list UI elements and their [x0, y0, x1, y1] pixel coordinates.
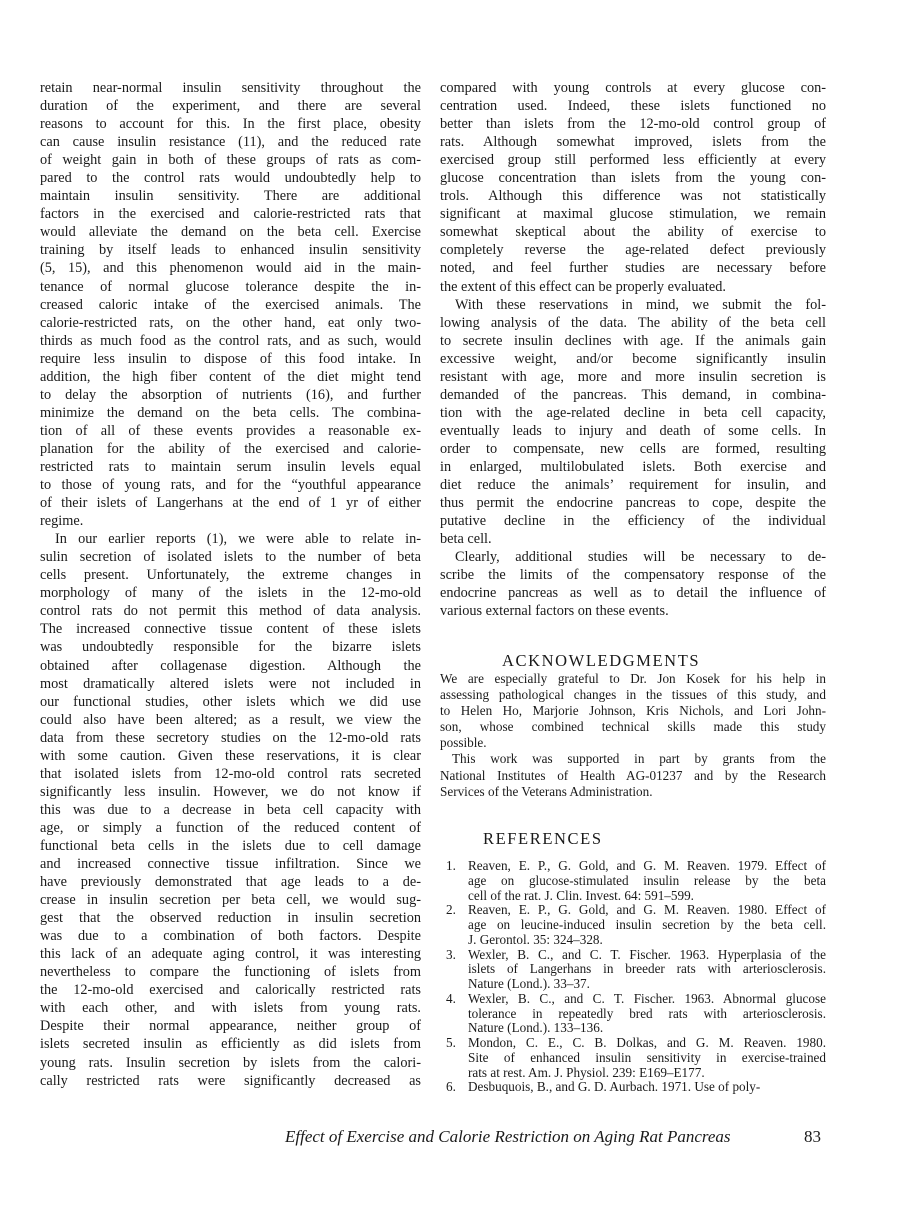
- text-line: that isolated islets from 12-mo-old control rats secreted: [40, 765, 421, 782]
- text-line: With these reservations in mind, we submit the fol-: [455, 296, 826, 313]
- text-line: significantly less insulin. However, we do not know if: [40, 783, 421, 800]
- text-line: lowing analysis of the data. The ability of the beta cell: [440, 314, 826, 331]
- text-line: was due to a combination of both factors. Despite: [40, 928, 421, 945]
- text-line: diet reduce the animals’ requirement for insulin, and: [440, 477, 826, 494]
- text-line: sulin secretion of isolated islets to the number of beta: [40, 549, 421, 566]
- text-line: our functional studies, other islets which we did use: [40, 693, 421, 710]
- text-line: glucose concentration than islets from the young con-: [440, 170, 826, 187]
- text-line: exercised group still performed less efficiently at every: [440, 152, 826, 169]
- text-line: young rats. Insulin secretion by islets from the calori-: [40, 1054, 421, 1071]
- text-line: various external factors on these events.: [440, 603, 669, 620]
- text-line: morphology of many of the islets in the 12-mo-old: [40, 585, 421, 602]
- text-line: better than islets from the 12-mo-old control group of: [440, 116, 826, 133]
- reference-number: 6.: [446, 1079, 456, 1095]
- paragraph: [440, 548, 826, 620]
- text-line: this was due to a decrease in beta cell capacity with: [40, 801, 421, 818]
- left-text-column: [40, 79, 421, 1090]
- text-line: somewhat skeptical about the ability of exercise to: [440, 224, 826, 241]
- acknowledgments-body: [440, 671, 826, 800]
- text-line: most dramatically altered islets were not included in: [40, 675, 421, 692]
- text-line: nevertheless to compare the functioning of islets from: [40, 964, 421, 981]
- text-line: restricted rats to maintain serum insulin levels equal: [40, 458, 421, 475]
- text-line: order to compensate, new cells are formed, resulting: [440, 440, 826, 457]
- text-line: control rats do not permit this method of data analysis.: [40, 603, 421, 620]
- text-line: putative decline in the efficiency of the individual: [440, 513, 826, 530]
- text-line: and increased connective tissue infiltration. Since we: [40, 856, 421, 873]
- text-line: thirds as much food as the control rats, and as such, would: [40, 332, 421, 349]
- text-line: Clearly, additional studies will be necessary to de-: [455, 549, 826, 566]
- reference-line: age on glucose-stimulated insulin release by the beta: [468, 872, 826, 888]
- text-line: training by itself leads to enhanced insulin sensitivity: [40, 242, 421, 259]
- text-line: completely reverse the age-related defect previously: [440, 242, 826, 259]
- text-line: tenance of normal glucose tolerance despite the in-: [40, 278, 421, 295]
- reference-line: islets of Langerhans in breeder rats with arteriosclerosis.: [468, 961, 826, 977]
- text-line: have previously demonstrated that age leads to a de-: [40, 874, 421, 891]
- text-line: require less insulin to dispose of this food intake. In: [40, 350, 421, 367]
- reference-item: [446, 948, 826, 992]
- reference-line: Site of enhanced insulin sensitivity in exercise-trained: [468, 1049, 826, 1065]
- text-line: could also have been altered; as a result, we view the: [40, 711, 421, 728]
- text-line: excessive weight, and/or become significantly insulin: [440, 350, 826, 367]
- text-line: creased caloric intake of the exercised animals. The: [40, 296, 421, 313]
- reference-line: rats at rest. Am. J. Physiol. 239: E169–E177.: [468, 1064, 705, 1080]
- paragraph: [440, 751, 826, 799]
- text-line: tion of all of these events provides a reasonable ex-: [40, 422, 421, 439]
- text-line: significant at maximal glucose stimulation, we remain: [440, 206, 826, 223]
- paragraph: [440, 296, 826, 549]
- text-line: addition, the high fiber content of the diet might tend: [40, 368, 421, 385]
- reference-line: J. Gerontol. 35: 324–328.: [468, 931, 603, 947]
- text-line: data from these secretory studies on the 12-mo-old rats: [40, 729, 421, 746]
- text-line: We are especially grateful to Dr. Jon Kosek for his help in: [440, 671, 826, 686]
- text-line: minimize the demand on the beta cells. The combina-: [40, 404, 421, 421]
- paragraph: [440, 79, 826, 296]
- text-line: beta cell.: [440, 531, 492, 548]
- reference-line: cell of the rat. J. Clin. Invest. 64: 591–599.: [468, 887, 694, 903]
- paragraph: [40, 530, 421, 1089]
- paragraph: [440, 671, 826, 751]
- text-line: possible.: [440, 735, 487, 751]
- reference-line: age on leucine-induced insulin secretion by the beta cell.: [468, 917, 826, 932]
- reference-line: Desbuquois, B., and G. D. Aurbach. 1971. Use of poly-: [468, 1079, 761, 1095]
- text-line: of their islets of Langerhans at the end of 1 yr of either: [40, 495, 421, 512]
- text-line: thus permit the endocrine pancreas to cope, despite the: [440, 495, 826, 512]
- text-line: would alleviate the demand on the beta cell. Exercise: [40, 224, 421, 241]
- reference-line: Wexler, B. C., and C. T. Fischer. 1963. Abnormal glucose: [468, 990, 826, 1006]
- text-line: regime.: [40, 513, 84, 530]
- reference-number: 2.: [446, 902, 456, 918]
- text-line: the extent of this effect can be properly evaluated.: [440, 278, 726, 295]
- text-line: crease in insulin secretion per beta cell, we would sug-: [40, 892, 421, 909]
- text-line: islets secreted insulin as efficiently as did islets from: [40, 1036, 421, 1053]
- text-line: cally restricted rats were significantly decreased as: [40, 1072, 421, 1089]
- text-line: (5, 15), and this phenomenon would aid in the main-: [40, 260, 421, 277]
- text-line: functional beta cells in the islets due to cell damage: [40, 837, 421, 854]
- reference-line: Nature (Lond.). 133–136.: [468, 1020, 604, 1036]
- text-line: Services of the Veterans Administration.: [440, 783, 653, 799]
- text-line: to delay the absorption of nutrients (16), and further: [40, 386, 421, 403]
- text-line: trols. Although this difference was not statistically: [440, 188, 826, 205]
- text-line: gest that the observed reduction in insulin secretion: [40, 910, 421, 927]
- reference-line: Nature (Lond.). 33–37.: [468, 976, 590, 991]
- text-line: to those of young rats, and for the “youthful appearance: [40, 477, 421, 494]
- text-line: duration of the experiment, and there are several: [40, 98, 421, 115]
- reference-item: [446, 1080, 826, 1095]
- text-line: this lack of an adequate aging control, it was interesting: [40, 946, 421, 963]
- text-line: centration used. Indeed, these islets functioned no: [440, 98, 826, 115]
- paragraph: [40, 79, 421, 530]
- reference-line: Reaven, E. P., G. Gold, and G. M. Reaven. 1980. Effect of: [468, 902, 826, 918]
- references-list: [446, 859, 826, 1095]
- text-line: In our earlier reports (1), we were able to relate in-: [55, 531, 421, 548]
- reference-line: Wexler, B. C., and C. T. Fischer. 1963. Hyperplasia of the: [468, 946, 826, 962]
- text-line: with each other, and with islets from young rats.: [40, 1000, 421, 1017]
- reference-item: [446, 1036, 826, 1080]
- right-text-column: [440, 79, 826, 620]
- text-line: factors in the exercised and calorie-restricted rats that: [40, 206, 421, 223]
- text-line: The increased connective tissue content of these islets: [40, 621, 421, 638]
- text-line: in enlarged, multilobulated islets. Both exercise and: [440, 458, 826, 475]
- reference-line: tolerance in repeatedly bred rats with arteriosclerosis.: [468, 1005, 826, 1021]
- text-line: was undoubtedly responsible for the bizarre islets: [40, 639, 421, 656]
- text-line: National Institutes of Health AG-01237 and by the Research: [440, 767, 826, 783]
- acknowledgments-heading: ACKNOWLEDGMENTS: [502, 651, 701, 670]
- text-line: planation for the ability of the exercised and calorie-: [40, 440, 421, 457]
- text-line: reasons to account for this. In the first place, obesity: [40, 116, 421, 133]
- running-footer-title: Effect of Exercise and Calorie Restriction on Aging Rat Pancreas: [285, 1127, 731, 1146]
- text-line: to Helen Ho, Marjorie Johnson, Kris Nichols, and Lori John-: [440, 703, 826, 719]
- reference-line: Reaven, E. P., G. Gold, and G. M. Reaven. 1979. Effect of: [468, 858, 826, 873]
- text-line: tion with the age-related decline in beta cell capacity,: [440, 404, 826, 421]
- text-line: retain near-normal insulin sensitivity throughout the: [40, 80, 421, 96]
- text-line: resistant with age, more and more insulin secretion is: [440, 368, 826, 385]
- reference-item: [446, 992, 826, 1036]
- text-line: with some caution. Given these reservations, it is clear: [40, 747, 421, 764]
- text-line: of weight gain in both of these groups of rats as com-: [40, 152, 421, 169]
- text-line: cells present. Unfortunately, the extreme changes in: [40, 567, 421, 584]
- text-line: maintain insulin sensitivity. There are additional: [40, 188, 421, 205]
- text-line: assessing pathological changes in the tissues of this study, and: [440, 687, 826, 703]
- text-line: calorie-restricted rats, on the other hand, eat only two-: [40, 314, 421, 331]
- reference-line: Mondon, C. E., C. B. Dolkas, and G. M. Reaven. 1980.: [468, 1035, 826, 1050]
- reference-item: [446, 859, 826, 903]
- reference-number: 5.: [446, 1035, 456, 1050]
- text-line: can cause insulin resistance (11), and the reduced rate: [40, 134, 421, 151]
- text-line: compared with young controls at every glucose con-: [440, 80, 826, 96]
- reference-number: 1.: [446, 858, 456, 873]
- reference-number: 4.: [446, 990, 456, 1006]
- text-line: eventually leads to injury and death of some cells. In: [440, 422, 826, 439]
- text-line: to secrete insulin declines with age. If the animals gain: [440, 332, 826, 349]
- text-line: endocrine pancreas as well as to detail the influence of: [440, 585, 826, 602]
- text-line: Despite their normal appearance, neither group of: [40, 1018, 421, 1035]
- text-line: pared to the control rats would undoubtedly help to: [40, 170, 421, 187]
- text-line: age, or simply a function of the reduced content of: [40, 819, 421, 836]
- reference-number: 3.: [446, 946, 456, 962]
- text-line: This work was supported in part by grants from the: [452, 751, 826, 767]
- text-line: obtained after collagenase digestion. Although the: [40, 657, 421, 674]
- text-line: son, whose combined technical skills made this study: [440, 719, 826, 735]
- text-line: scribe the limits of the compensatory response of the: [440, 567, 826, 584]
- reference-item: [446, 903, 826, 947]
- text-line: the 12-mo-old exercised and calorically restricted rats: [40, 982, 421, 999]
- text-line: noted, and feel further studies are necessary before: [440, 260, 826, 277]
- page-number: 83: [804, 1127, 821, 1146]
- text-line: demanded of the pancreas. This demand, in combina-: [440, 386, 826, 403]
- text-line: rats. Although somewhat improved, islets from the: [440, 134, 826, 151]
- references-heading: REFERENCES: [483, 829, 603, 848]
